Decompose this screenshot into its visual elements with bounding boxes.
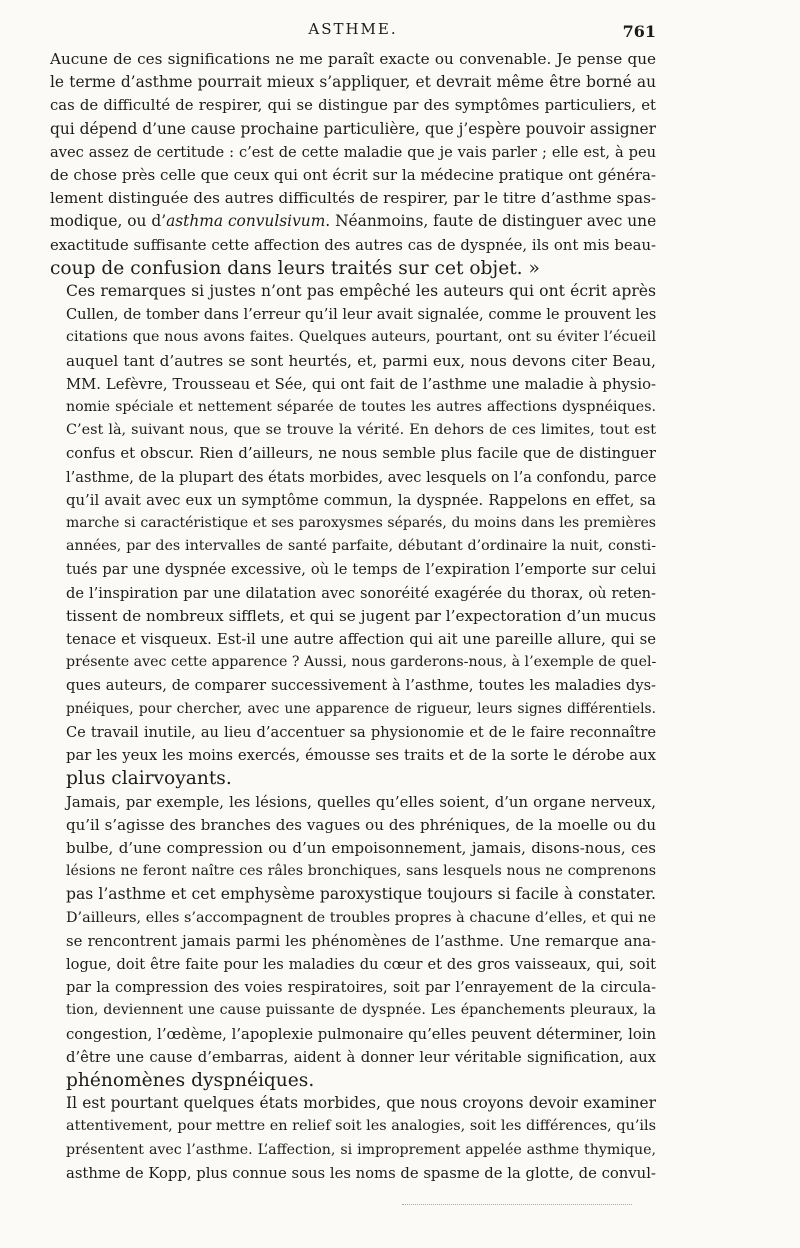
body-text — [50, 48, 656, 1185]
text-line: qui dépend d’une cause prochaine particulière, que j’espère pouvoir assigner — [50, 119, 656, 138]
text-line: Ce travail inutile, au lieu d’accentuer sa physionomie et de le faire reconnaître — [66, 723, 656, 741]
text-line: par les yeux les moins exercés, émousse ses traits et de la sorte le dérobe aux — [66, 747, 656, 765]
page-number: 761 — [622, 22, 656, 41]
text-line: coup de confusion dans leurs traités sur cet objet. » — [50, 257, 540, 279]
text-line: Aucune de ces significations ne me paraît exacte ou convenable. Je pense que — [50, 50, 656, 68]
paragraph-3 — [50, 791, 656, 1093]
text-line: congestion, l’œdème, l’apoplexie pulmonaire qu’elles peuvent déterminer, loin — [66, 1025, 656, 1043]
paragraph-1 — [50, 48, 656, 280]
text-line: tués par une dyspnée excessive, où le temps de l’expiration l’emporte sur celui — [66, 561, 656, 579]
text-line: pas l’asthme et cet emphysème paroxystique toujours si facile à constater. — [66, 885, 656, 904]
text-line: confus et obscur. Rien d’ailleurs, ne nous semble plus facile que de distinguer — [66, 445, 656, 463]
text-line: exactitude suffisante cette affection des autres cas de dyspnée, ils ont mis beau- — [50, 236, 656, 254]
text-line: années, par des intervalles de santé parfaite, débutant d’ordinaire la nuit, consti- — [66, 538, 656, 555]
text-line: logue, doit être faite pour les maladies du cœur et des gros vaisseaux, qui, soit — [66, 955, 656, 973]
text-line: se rencontrent jamais parmi les phénomènes de l’asthme. Une remarque ana- — [66, 932, 656, 950]
text-line: cas de difficulté de respirer, qui se distingue par des symptômes particuliers, et — [50, 97, 656, 115]
paragraph-2 — [50, 280, 656, 790]
text-line: Il est pourtant quelques états morbides, que nous croyons devoir examiner — [66, 1094, 656, 1113]
text-line: lésions ne feront naître ces râles bronchiques, sans lesquels nous ne comprenons — [66, 863, 656, 880]
text-line: phénomènes dyspnéiques. — [66, 1069, 315, 1091]
text-line: présente avec cette apparence ? Aussi, nous garderons-nous, à l’exemple de quel- — [66, 654, 657, 671]
text-line: qu’il s’agisse des branches des vagues ou des phréniques, de la moelle ou du — [66, 815, 656, 834]
text-line: Ces remarques si justes n’ont pas empêché les auteurs qui ont écrit après — [66, 282, 656, 301]
footer-rule — [402, 1204, 632, 1207]
text-line: présentent avec l’asthme. L’affection, si improprement appelée asthme thymique, — [66, 1141, 656, 1158]
text-line: citations que nous avons faites. Quelques auteurs, pourtant, ont su éviter l’écueil — [66, 329, 656, 346]
text-line: Cullen, de tomber dans l’erreur qu’il leur avait signalée, comme le prouvent les — [66, 306, 657, 324]
running-title: ASTHME. — [308, 20, 398, 38]
text-line: attentivement, pour mettre en relief soit les analogies, soit les différences, qu’ils — [66, 1118, 656, 1135]
text-line: modique, ou d’asthma convulsivum. Néanmoins, faute de distinguer avec une — [50, 212, 657, 231]
text-line: d’être une cause d’embarras, aident à donner leur véritable signification, aux — [66, 1048, 656, 1066]
text-line: tenace et visqueux. Est-il une autre affection qui ait une pareille allure, qui se — [66, 631, 656, 649]
text-line: ques auteurs, de comparer successivement à l’asthme, toutes les maladies dys- — [66, 677, 656, 695]
text-line: tissent de nombreux sifflets, et qui se jugent par l’expectoration d’un mucus — [66, 606, 656, 625]
text-line: pnéiques, pour chercher, avec une apparence de rigueur, leurs signes différentiels. — [66, 700, 656, 717]
text-line: C’est là, suivant nous, que se trouve la vérité. En dehors de ces limites, tout est — [66, 422, 656, 439]
text-line: plus clairvoyants. — [66, 768, 232, 790]
text-line: tion, deviennent une cause puissante de dyspnée. Les épanchements pleuraux, la — [66, 1002, 656, 1019]
text-line: le terme d’asthme pourrait mieux s’appliquer, et devrait même être borné au — [50, 73, 656, 92]
text-line: lement distinguée des autres difficultés de respirer, par le titre d’asthme spas- — [50, 189, 656, 208]
text-line: bulbe, d’une compression ou d’un empoisonnement, jamais, disons-nous, ces — [66, 838, 656, 857]
text-line: MM. Lefèvre, Trousseau et Sée, qui ont fait de l’asthme une maladie à physio- — [66, 375, 656, 393]
text-line: de l’inspiration par une dilatation avec sonoréité exagérée du thorax, où reten- — [66, 584, 656, 602]
text-line: de chose près celle que ceux qui ont écrit sur la médecine pratique ont généra- — [50, 166, 656, 185]
text-line: l’asthme, de la plupart des états morbides, avec lesquels on l’a confondu, parce — [66, 468, 657, 486]
text-line: marche si caractéristique et ses paroxysmes séparés, du moins dans les premières — [66, 515, 656, 532]
text-line: Jamais, par exemple, les lésions, quelles qu’elles soient, d’un organe nerveux, — [66, 793, 656, 811]
text-line: par la compression des voies respiratoires, soit par l’enrayement de la circula- — [66, 979, 656, 997]
text-line: asthme de Kopp, plus connue sous les noms de spasme de la glotte, de convul- — [66, 1164, 656, 1182]
text-line: qu’il avait avec eux un symptôme commun, la dyspnée. Rappelons en effet, sa — [66, 491, 656, 509]
text-line: avec assez de certitude : c’est de cette maladie que je vais parler ; elle est, à peu — [50, 143, 656, 161]
text-line: D’ailleurs, elles s’accompagnent de troubles propres à chacune d’elles, et qui ne — [66, 909, 656, 926]
paragraph-4 — [50, 1092, 656, 1185]
text-line: nomie spéciale et nettement séparée de toutes les autres affections dyspnéiques. — [66, 399, 656, 416]
text-line: auquel tant d’autres se sont heurtés, et, parmi eux, nous devons citer Beau, — [66, 351, 656, 370]
